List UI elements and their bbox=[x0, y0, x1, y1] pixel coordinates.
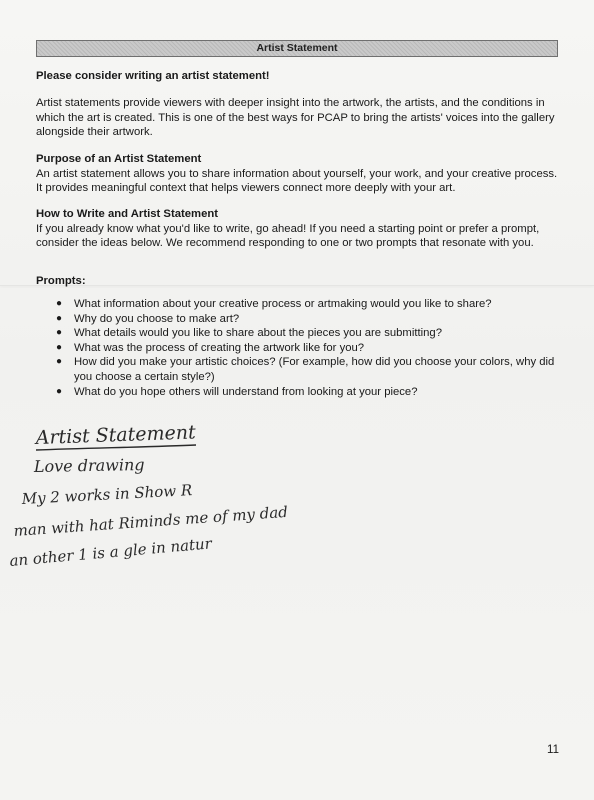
prompt-text: What information about your creative process or artmaking would you like to share? bbox=[74, 298, 492, 310]
prompts-list bbox=[56, 297, 556, 399]
handwritten-line-4: an other 1 is a gle in natur bbox=[8, 534, 213, 570]
bullet-icon: ● bbox=[56, 341, 63, 353]
prompt-text: Why do you choose to make art? bbox=[74, 312, 240, 325]
list-item bbox=[56, 312, 556, 327]
handwritten-line-1: Love drawing bbox=[33, 455, 145, 476]
handwritten-line-2: My 2 works in Show R bbox=[21, 481, 193, 508]
prompt-text: What do you hope others will understand from looking at your piece? bbox=[74, 385, 418, 398]
purpose-section bbox=[36, 152, 561, 196]
list-item bbox=[56, 385, 556, 400]
bullet-icon: ● bbox=[56, 298, 63, 309]
bullet-icon: ● bbox=[56, 312, 63, 324]
bullet-icon: ● bbox=[56, 385, 63, 397]
prompt-text: What details would you like to share about the pieces you are submitting? bbox=[74, 327, 442, 340]
section-header bbox=[36, 40, 558, 57]
how-to-section bbox=[36, 207, 561, 251]
bullet-icon: ● bbox=[56, 327, 63, 339]
handwritten-statement bbox=[0, 410, 594, 580]
list-item bbox=[56, 297, 556, 312]
purpose-heading: Purpose of an Artist Statement bbox=[36, 153, 202, 165]
bullet-icon: ● bbox=[56, 356, 63, 368]
list-item bbox=[56, 341, 556, 356]
page-number: 11 bbox=[547, 744, 559, 756]
prompt-text: How did you make your artistic choices? (For example, how did you choose your colors, why did you choose a certain style?) bbox=[74, 356, 555, 383]
intro-paragraph: Artist statements provide viewers with deeper insight into the artwork, the artists, and the conditions in which the art is created. This is one of the best ways for PCAP to bring the artists' voices into the gallery alongside their artwork. bbox=[36, 97, 555, 139]
handwritten-title: Artist Statement bbox=[35, 421, 197, 449]
how-to-heading: How to Write and Artist Statement bbox=[36, 208, 219, 220]
prompts-heading: Prompts: bbox=[36, 275, 86, 287]
handwritten-line-3: man with hat Riminds me of my dad bbox=[13, 502, 289, 540]
intro-heading: Please consider writing an artist statement! bbox=[36, 70, 270, 82]
list-item bbox=[56, 355, 556, 384]
how-to-paragraph: If you already know what you'd like to write, go ahead! If you need a starting point or prefer a prompt, consider the ideas below. We recommend responding to one or two prompts that resonate with you. bbox=[36, 222, 540, 250]
section-header-title: Artist Statement bbox=[256, 42, 338, 54]
purpose-paragraph: An artist statement allows you to share information about yourself, your work, and your creative process. It provides meaningful context that helps viewers connect more deeply with your art. bbox=[36, 167, 558, 195]
list-item bbox=[56, 326, 556, 341]
prompt-text: What was the process of creating the artwork like for you? bbox=[74, 341, 365, 354]
